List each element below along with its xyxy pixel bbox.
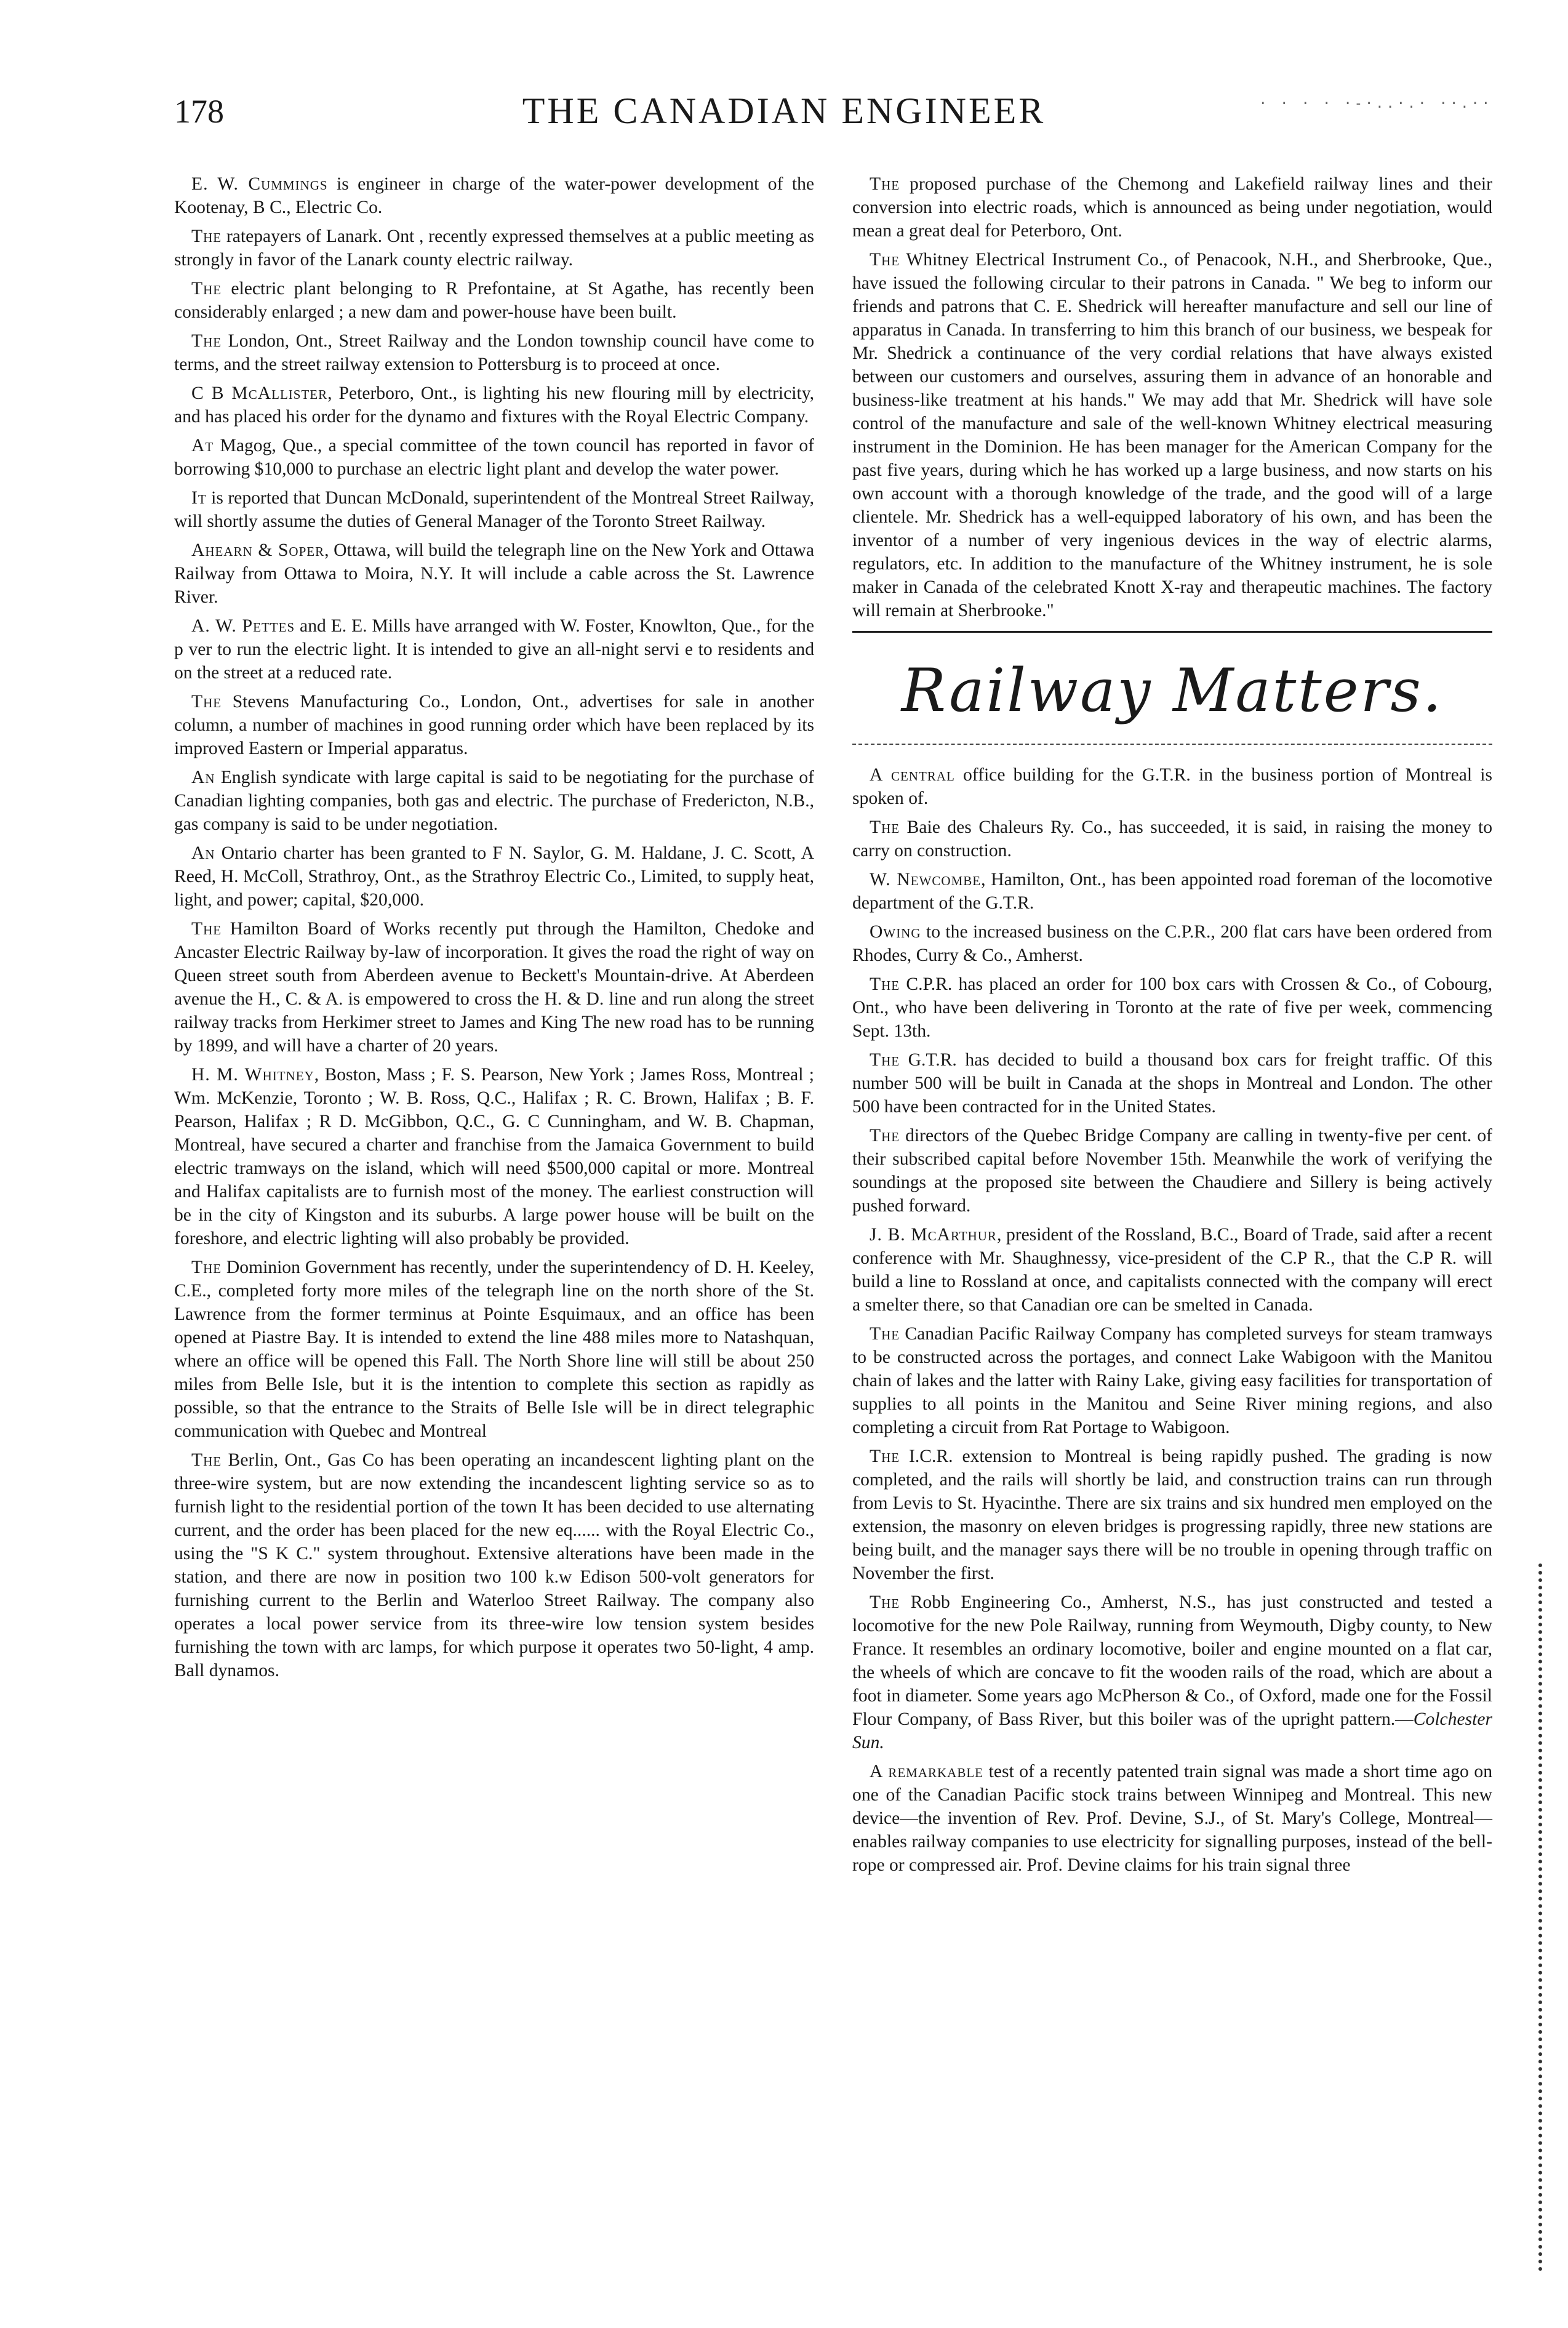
- corner-print-specks: · · · · ·-·..·.· ··.··: [1258, 96, 1492, 111]
- paragraph-text: Robb Engineering Co., Amherst, N.S., has just constructed and tested a locomotive for the new Pole Railway, running from Weymouth, Digby county, to New France. It resembles an ordinary locomotive, boiler and engine mounted on a flat car, the wheels of which are concave to fit the wooden rails of the road, which are about a foot in diameter. Some years ago McPherson & Co., of Oxford, made one for the Fossil Flour Company, of Bass River, but this boiler was of the upright pattern.—: [852, 1592, 1492, 1729]
- paragraph: [852, 1223, 1492, 1317]
- paragraph-lead: The: [870, 974, 900, 994]
- paragraph: [852, 816, 1492, 862]
- paragraph-lead: Ahearn & Soper: [191, 540, 325, 560]
- paragraph-lead: The: [870, 250, 900, 270]
- paragraph-lead: The: [191, 919, 222, 939]
- paragraph: [174, 382, 814, 428]
- paragraph: [174, 917, 814, 1058]
- paragraph-text: , Hamilton, Ont., has been appointed road foreman of the locomotive department of the G.T.R.: [852, 870, 1492, 913]
- right-column-news: [852, 172, 1492, 622]
- paragraph-lead: The: [870, 174, 900, 194]
- left-column: [174, 172, 814, 1688]
- paragraph-text: Dominion Government has recently, under the superintendency of D. H. Keeley, C.E., completed forty more miles of the telegraph line on the north shore of the St. Lawrence from the former terminus at Pointe Esquimaux, and an office has been opened at Piastre Bay. It is intended to extend the line 488 miles more to Natashquan, where an office will be opened this Fall. The North Shore line will still be about 250 miles from Belle Isle, but it is the intention to complete this section as rapidly as possible, so that the entrance to the Straits of Belle Isle will be in direct telegraphic communication with Quebec and Montreal: [174, 1258, 814, 1441]
- right-column: [852, 172, 1492, 1882]
- paragraph-text: Canadian Pacific Railway Company has completed surveys for steam tramways to be constructed across the portages, and connect Lake Wabigoon with the Manitou chain of lakes and the latter with Rainy Lake, giving easy facilities for transportation of supplies to all points in the Manitou and Seine River mining regions, and also completing a circuit from Rat Portage to Wabigoon.: [852, 1324, 1492, 1437]
- paragraph-text: Hamilton Board of Works recently put through the Hamilton, Chedoke and Ancaster Electric Railway by-law of incorporation. It gives the road the right of way on Queen street south from Aberdeen avenue to Beckett's Mountain-drive. At Aberdeen avenue the H., C. & A. is empowered to cross the H. & D. line and run along the street railway tracks from Herkimer street to James and King The new road has to be running by 1899, and will have a charter of 20 years.: [174, 919, 814, 1056]
- paragraph: [852, 1048, 1492, 1118]
- heading-underline: [852, 744, 1492, 745]
- paragraph: [852, 1445, 1492, 1585]
- paragraph-text: Berlin, Ont., Gas Co has been operating an incandescent lighting plant on the three-wire system, but are now extending the incandescent lighting service so as to furnish light to the residential portion of the town It has been decided to use alternating current, and the order has been placed for the new eq...... with the Royal Electric Co., using the "S K C." system throughout. Extensive alterations have been made in the station, and there are now in position two 100 k.w Edison 500-volt generators for furnishing current to the Berlin and Waterloo Street Railway. The company also operates a local power service from its three-wire low tension system besides furnishing the town with arc lamps, for which purpose it operates two 50-light, 4 amp. Ball dynamos.: [174, 1450, 814, 1680]
- paragraph-lead: Owing: [870, 922, 921, 942]
- paragraph-text: Baie des Chaleurs Ry. Co., has succeeded, it is said, in raising the money to carry on construction.: [852, 817, 1492, 861]
- paragraph-text: London, Ont., Street Railway and the London township council have come to terms, and the street railway extension to Pottersburg is to proceed at once.: [174, 331, 814, 374]
- paragraph-lead: It: [191, 488, 207, 508]
- paragraph: [852, 1591, 1492, 1754]
- paragraph-lead: An: [191, 768, 215, 787]
- paragraph: [174, 1063, 814, 1250]
- paragraph-text: and E. E. Mills have arranged with W. Foster, Knowlton, Que., for the p ver to run the electric light. It is intended to give an all-night servi e to residents and on the street at a reduced rate.: [174, 616, 814, 683]
- paragraph: [174, 841, 814, 912]
- paragraph-lead: The: [870, 1050, 900, 1070]
- section-heading-box: [852, 651, 1492, 744]
- paragraph-lead: J. B. McArthur: [870, 1225, 997, 1245]
- paragraph-text: , president of the Rossland, B.C., Board of Trade, said after a recent conference with Mr. Shaughnessy, vice-president of the C.P R., that the C.P R. will build a line to Rossland at once, and capitalists connected with the company will erect a smelter there, so that Canadian ore can be smelted in Canada.: [852, 1225, 1493, 1315]
- section-heading: Railway Matters.: [901, 656, 1444, 725]
- paragraph-lead: The: [191, 331, 222, 351]
- paragraph-lead: A central: [870, 765, 955, 785]
- running-head-title: THE CANADIAN ENGINEER: [522, 90, 1046, 131]
- paragraph: [852, 172, 1492, 243]
- paragraph: [174, 277, 814, 324]
- paragraph-lead: A. W. Pettes: [191, 616, 295, 636]
- paragraph-lead: W. Newcombe: [870, 870, 982, 889]
- railway-matters-items: [852, 763, 1492, 1877]
- paragraph-text: Stevens Manufacturing Co., London, Ont., advertises for sale in another column, a number of machines in good running order which have been replaced by its improved Eastern or Imperial apparatus.: [174, 692, 814, 758]
- paragraph-text: office building for the G.T.R. in the business portion of Montreal is spoken of.: [852, 765, 1492, 808]
- paragraph: [852, 1124, 1492, 1218]
- paragraph-lead: The: [870, 1126, 900, 1146]
- edge-scan-marks: [1538, 1563, 1548, 2271]
- paragraph: [174, 539, 814, 609]
- paragraph-lead: An: [191, 843, 215, 863]
- paragraph-text: is reported that Duncan McDonald, superintendent of the Montreal Street Railway, will shortly assume the duties of General Manager of the Toronto Street Railway.: [174, 488, 814, 531]
- paragraph-lead: The: [870, 1447, 900, 1466]
- paragraph-lead: H. M. Whitney: [191, 1065, 314, 1085]
- paragraph: [852, 920, 1492, 967]
- paragraph: [174, 486, 814, 533]
- paragraph-text: Whitney Electrical Instrument Co., of Penacook, N.H., and Sherbrooke, Que., have issued the following circular to their patrons in Canada. " We beg to inform our friends and patrons that C. E. Shedrick will hereafter manufacture and sell our line of apparatus in Canada. In transferring to him this branch of our business, we bespeak for Mr. Shedrick a continuance of the very cordial relations that have always existed between our customers and ourselves, assuring them in advance of an honorable and business-like treatment at his hands." We may add that Mr. Shedrick will have sole control of the manufacture and sale of the well-known Whitney electrical measuring instrument in the Dominion. He has been manager for the American Company for the past five years, during which he has worked up a large business, and now starts on his own account with a thorough knowledge of the trade, and the good will of a large clientele. Mr. Shedrick has a well-equipped laboratory of his own, and has been the inventor of a number of very ingenious devices in the way of electric alarms, regulators, etc. In addition to the manufacture of the Whitney instrument, he is sole maker in Canada of the celebrated Knott X-ray and therapeutic machines. The factory will remain at Sherbrooke.": [852, 250, 1492, 620]
- paragraph-text: English syndicate with large capital is said to be negotiating for the purchase of Canadian lighting companies, both gas and electric. The purchase of Fredericton, N.B., gas company is said to be under negotiation.: [174, 768, 814, 834]
- paragraph-text: , Peterboro, Ont., is lighting his new flouring mill by electricity, and has placed his order for the dynamo and fixtures with the Royal Electric Company.: [174, 383, 814, 427]
- paragraph-text: to the increased business on the C.P.R., 200 flat cars have been ordered from Rhodes, Curry & Co., Amherst.: [852, 922, 1492, 965]
- paragraph-text: electric plant belonging to R Prefontaine, at St Agathe, has recently been considerably enlarged ; a new dam and power-house have been built.: [174, 279, 814, 322]
- paragraph-lead: E. W. Cummings: [191, 174, 328, 194]
- paragraph: [174, 329, 814, 376]
- paragraph: [174, 1256, 814, 1443]
- paragraph: [174, 690, 814, 760]
- paragraph: [852, 763, 1492, 810]
- paragraph-text: ratepayers of Lanark. Ont , recently expressed themselves at a public meeting as strongly in favor of the Lanark county electric railway.: [174, 227, 814, 270]
- paragraph-lead: The: [191, 1450, 222, 1470]
- paragraph-lead: The: [191, 279, 222, 299]
- paragraph: [852, 868, 1492, 915]
- paragraph: [852, 1322, 1492, 1439]
- paragraph-lead: C B McAllister: [191, 383, 328, 403]
- paragraph-lead: At: [191, 436, 214, 456]
- page-number: 178: [174, 93, 224, 130]
- paragraph-lead: The: [191, 1258, 222, 1277]
- paragraph: [852, 973, 1492, 1043]
- paragraph-lead: A remarkable: [870, 1762, 984, 1781]
- paragraph-text: Ontario charter has been granted to F N. Saylor, G. M. Haldane, J. C. Scott, A Reed, H. McColl, Strathroy, Ont., as the Strathroy Electric Co., Limited, to supply heat, light, and power; capital, $20,000.: [174, 843, 814, 910]
- paragraph-lead: The: [191, 227, 222, 246]
- section-divider: [852, 631, 1492, 633]
- paragraph: [852, 248, 1492, 622]
- paragraph: [174, 225, 814, 271]
- paragraph-text: G.T.R. has decided to build a thousand box cars for freight traffic. Of this number 500 will be built in Canada at the shops in Montreal and London. The other 500 have been contracted for in the United States.: [852, 1050, 1492, 1117]
- paragraph-text: C.P.R. has placed an order for 100 box cars with Crossen & Co., of Cobourg, Ont., who have been delivering in Toronto at the rate of five per week, commencing Sept. 13th.: [852, 974, 1492, 1041]
- paragraph: [174, 172, 814, 219]
- paragraph: [174, 614, 814, 684]
- paragraph: [174, 1448, 814, 1682]
- paragraph-text: , Boston, Mass ; F. S. Pearson, New York ; James Ross, Montreal ; Wm. McKenzie, Toronto ; W. B. Ross, Q.C., Halifax ; R. C. Brown, Halifax ; B. F. Pearson, Halifax ; R D. McGibbon, Q.C., G. C Cunningham, and W. B. Chapman, Montreal, have secured a charter and franchise from the Jamaica Government to build electric tramways on the island, which will need $500,000 capital or more. Montreal and Halifax capitalists are to furnish most of the money. The earliest construction will be in the city of Kingston and its suburbs. A large power house will be built on the foreshore, and electric lighting will also probably be provided.: [174, 1065, 814, 1248]
- paragraph: [174, 434, 814, 481]
- paragraph-text: Magog, Que., a special committee of the town council has reported in favor of borrowing $10,000 to purchase an electric light plant and develop the water power.: [174, 436, 814, 479]
- paragraph: [174, 766, 814, 836]
- paragraph-lead: The: [870, 1592, 900, 1612]
- paragraph-text: proposed purchase of the Chemong and Lakefield railway lines and their conversion into electric roads, which is announced as being under negotiation, would mean a great deal for Peterboro, Ont.: [852, 174, 1492, 241]
- source-credit: Colchester Sun.: [852, 1709, 1492, 1752]
- paragraph-lead: The: [191, 692, 222, 712]
- paragraph-text: I.C.R. extension to Montreal is being rapidly pushed. The grading is now completed, and the rails will shortly be laid, and construction trains can run through from Levis to St. Hyacinthe. There are six trains and six hundred men employed on the extension, the masonry on eleven bridges is progressing rapidly, three new stations are being built, and the manager says there will be no trouble in opening through traffic on November the first.: [852, 1447, 1492, 1583]
- paragraph: [852, 1760, 1492, 1877]
- paragraph-text: test of a recently patented train signal was made a short time ago on one of the Canadian Pacific stock trains between Winnipeg and Montreal. This new device—the invention of Rev. Prof. Devine, S.J., of St. Mary's College, Montreal—enables railway companies to use electricity for signalling purposes, instead of the bell-rope or compressed air. Prof. Devine claims for his train signal three: [852, 1762, 1493, 1875]
- paragraph-lead: The: [870, 817, 900, 837]
- paragraph-text: , Ottawa, will build the telegraph line on the New York and Ottawa Railway from Ottawa to Moira, N.Y. It will include a cable across the St. Lawrence River.: [174, 540, 814, 607]
- paragraph-lead: The: [870, 1324, 900, 1344]
- paragraph-text: is engineer in charge of the water-power development of the Kootenay, B C., Electric Co.: [174, 174, 814, 217]
- paragraph-text: directors of the Quebec Bridge Company are calling in twenty-five per cent. of their subscribed capital before November 15th. Meanwhile the work of verifying the soundings at the proposed site between the Chaudiere and Sillery is being actively pushed forward.: [852, 1126, 1492, 1216]
